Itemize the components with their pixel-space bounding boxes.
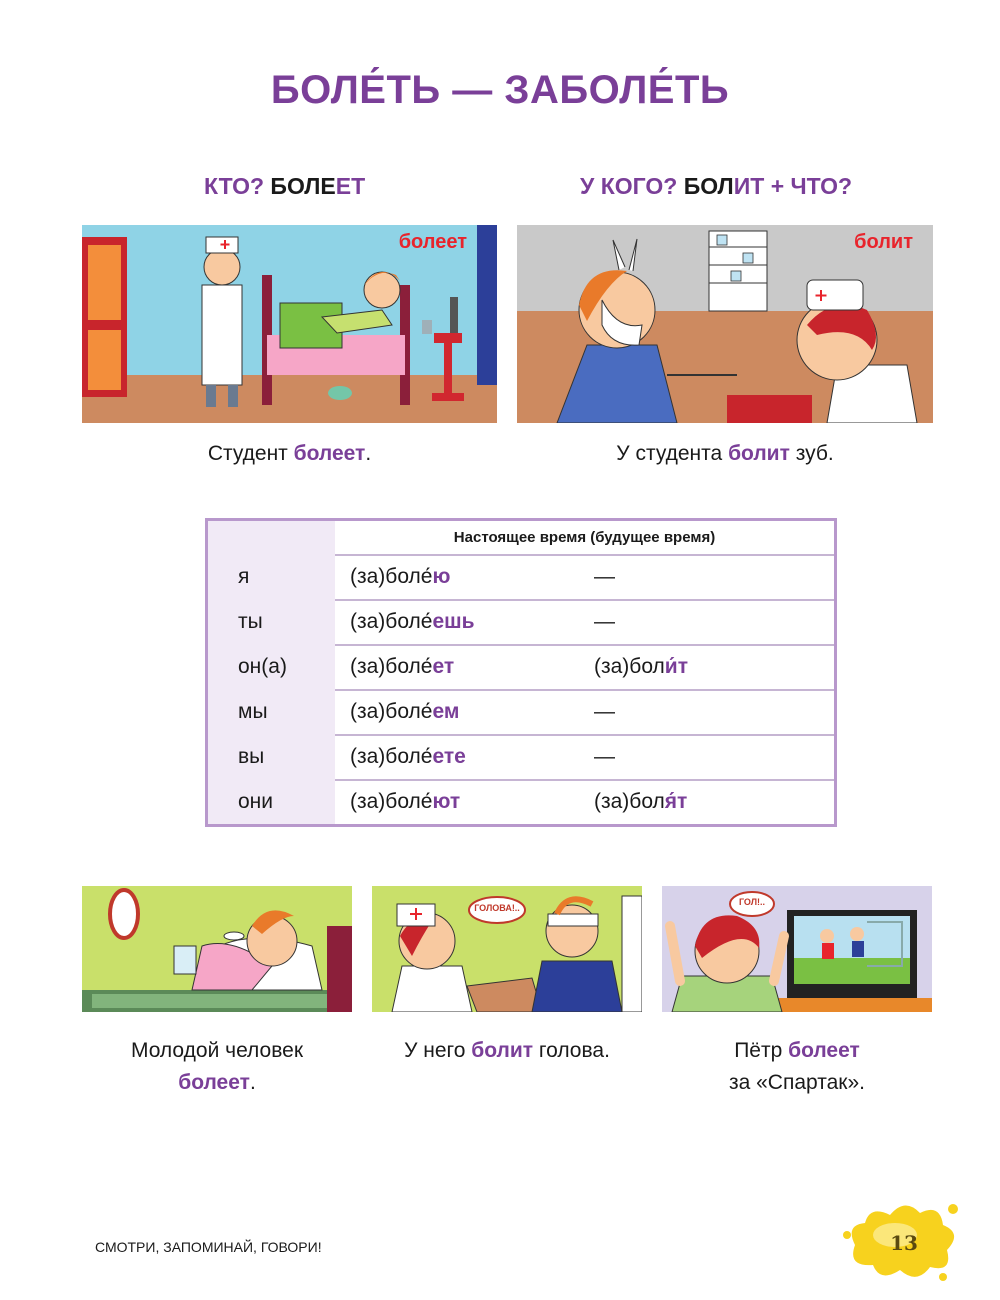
caption-verb: болит [728, 442, 790, 465]
form-third-person: — [594, 700, 615, 723]
picture-label-boleet: болеет [398, 231, 467, 253]
table-row [208, 554, 834, 599]
pronoun: они [238, 790, 274, 813]
heading-right-tail: + ЧТО? [770, 173, 853, 199]
form-third-person: — [594, 610, 615, 633]
table-row [208, 644, 834, 689]
illustration-headache [372, 886, 642, 1012]
picture-label-bolit: болит [854, 231, 913, 253]
form-third-person: — [594, 565, 615, 588]
heading-right-ending: ИТ [733, 173, 765, 199]
form-present: (за)боле́ют [350, 790, 461, 813]
table-row [208, 689, 834, 734]
form-third-person: (за)боля́т [594, 790, 688, 813]
heading-right-stem: БОЛ [683, 173, 734, 199]
illustration-sick-student [82, 225, 497, 423]
speech-bubble-golova: ГОЛОВА!.. [474, 903, 520, 913]
pronoun: вы [238, 745, 265, 768]
illustration-young-man-sick [82, 886, 352, 1012]
form-third-person: (за)боли́т [594, 655, 688, 678]
caption-line-2: болеет. [178, 1071, 256, 1094]
table-row [208, 734, 834, 779]
caption-football-fan [662, 1035, 932, 1099]
caption-text: Студент [207, 442, 294, 465]
form-third-person: — [594, 745, 615, 768]
caption-young-man [82, 1035, 352, 1099]
pronoun: он(а) [238, 655, 287, 678]
caption-toothache [517, 438, 933, 470]
form-present: (за)боле́ешь [350, 610, 475, 633]
pronoun: мы [238, 700, 268, 723]
heading-left-question: КТО? [204, 173, 265, 199]
table-row [208, 779, 834, 824]
heading-left-ending: ЕТ [335, 173, 366, 199]
caption-student-sick [82, 438, 497, 470]
caption-text: зуб. [789, 442, 834, 465]
caption-headache [372, 1035, 642, 1067]
caption-line-2: за «Спартак». [728, 1071, 866, 1094]
table-header: Настоящее время (будущее время) [453, 529, 716, 546]
heading-left-stem: БОЛЕ [270, 173, 336, 199]
caption-verb: болеет [293, 442, 366, 465]
form-present: (за)боле́ю [350, 565, 451, 588]
caption-line-1: Молодой человек [130, 1039, 304, 1062]
page-title: БОЛЕ́ТЬ — ЗАБОЛЕ́ТЬ [270, 68, 730, 112]
form-present: (за)боле́ет [350, 655, 455, 678]
caption-line-1: Пётр болеет [734, 1039, 860, 1062]
table-row [208, 599, 834, 644]
form-present: (за)боле́ем [350, 700, 460, 723]
illustration-toothache [517, 225, 933, 423]
speech-bubble-gol: ГОЛ!.. [738, 897, 766, 907]
pronoun: я [238, 565, 250, 588]
form-present: (за)боле́ете [350, 745, 466, 768]
footer-series-title: СМОТРИ, ЗАПОМИНАЙ, ГОВОРИ! [95, 1239, 322, 1255]
conjugation-table [205, 518, 837, 827]
heading-right [580, 173, 852, 200]
heading-left [204, 173, 365, 200]
page-number: 13 [890, 1231, 918, 1255]
caption-text: У студента [616, 442, 729, 465]
illustration-football-fan [662, 886, 932, 1012]
caption-line-1: У него болит голова. [404, 1039, 610, 1062]
caption-text: . [365, 442, 372, 465]
heading-right-question: У КОГО? [580, 173, 678, 199]
pronoun: ты [238, 610, 263, 633]
